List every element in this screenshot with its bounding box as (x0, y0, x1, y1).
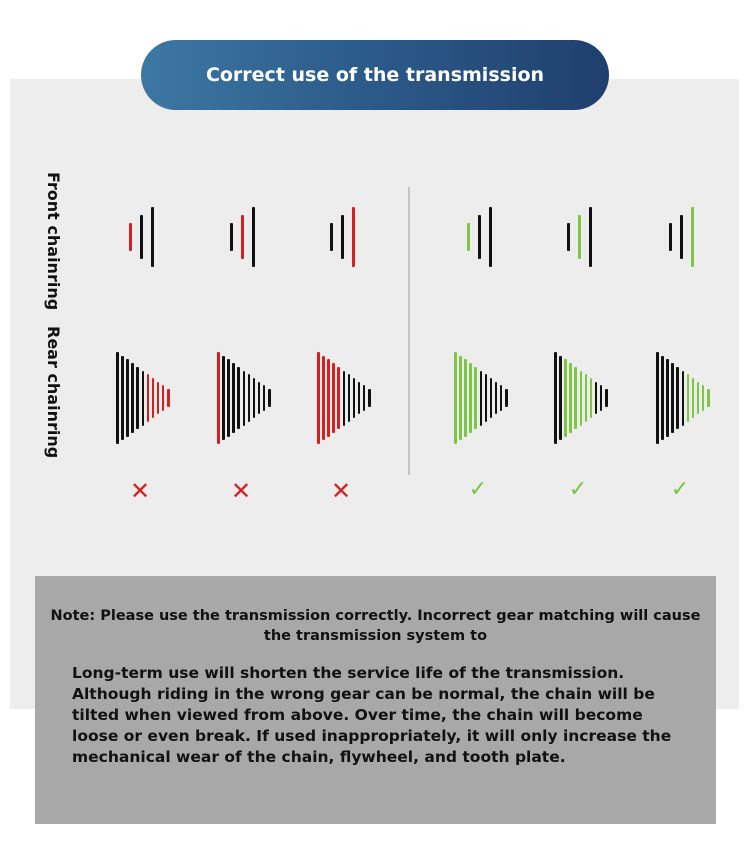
divider (408, 187, 410, 475)
rear-cog-bar (243, 371, 246, 426)
front-ring-bar (680, 215, 683, 259)
rear-cog-bar (152, 378, 155, 418)
rear-cog-bar (268, 389, 271, 407)
rear-cog-bar (480, 371, 483, 426)
check-icon: ✓ (468, 477, 488, 502)
page-title: Correct use of the transmission (205, 64, 545, 86)
note-heading-line-1: Note: Please use the transmission correctly. Incorrect gear matching will cause (50, 608, 701, 624)
rear-cog-bar (136, 367, 139, 429)
note-body (72, 663, 692, 768)
note-line-3: tilted when viewed from above. Over time, the chain will become (72, 706, 643, 724)
rear-cog-bar (485, 374, 488, 422)
rear-cog-bar (692, 378, 695, 418)
rear-cog-bar (595, 382, 598, 415)
front-ring-bar (352, 207, 355, 267)
rear-cog-bar (142, 371, 145, 426)
rear-cog-bar (671, 363, 674, 433)
note-line-4: loose or even break. If used inappropriately, it will only increase the (72, 727, 672, 745)
rear-cog-bar (707, 389, 710, 407)
note-heading (35, 606, 716, 646)
rear-cog-bar (490, 378, 493, 418)
rear-cog-bar (116, 352, 119, 444)
cross-icon: ✕ (129, 477, 151, 505)
note-line-5: mechanical wear of the chain, flywheel, and tooth plate. (72, 748, 566, 766)
front-ring-bar (589, 207, 592, 267)
rear-cog-bar (332, 363, 335, 433)
front-ring-bar (578, 215, 581, 259)
rear-cog-bar (322, 356, 325, 441)
rear-cog-bar (368, 389, 371, 407)
front-ring-bar (567, 223, 570, 251)
front-ring-bar (230, 223, 233, 251)
note-box (35, 576, 716, 824)
front-ring-bar (330, 223, 333, 251)
rear-cog-bar (222, 356, 225, 441)
cross-icon: ✕ (330, 477, 352, 505)
front-ring-bar (129, 223, 132, 251)
title-banner (141, 40, 609, 110)
rear-cog-bar (217, 352, 220, 444)
rear-cog-bar (121, 356, 124, 441)
rear-cog-bar (232, 363, 235, 433)
rear-cog-bar (559, 356, 562, 441)
note-heading-line-2: the transmission system to (263, 628, 488, 644)
rear-cog-bar (237, 367, 240, 429)
front-ring-bar (489, 207, 492, 267)
rear-cog-bar (666, 359, 669, 436)
front-ring-bar (140, 215, 143, 259)
rear-cog-bar (454, 352, 457, 444)
front-ring-bar (241, 215, 244, 259)
rear-cog-bar (147, 374, 150, 422)
rear-cog-bar (258, 382, 261, 415)
rear-cog-bar (464, 359, 467, 436)
rear-cog-bar (248, 374, 251, 422)
rear-cog-bar (676, 367, 679, 429)
rear-cog-bar (495, 382, 498, 415)
rear-cog-bar (167, 389, 170, 407)
front-ring-bar (691, 207, 694, 267)
rear-cog-bar (682, 371, 685, 426)
rear-cog-bar (569, 363, 572, 433)
front-ring-bar (669, 223, 672, 251)
rear-cog-bar (505, 389, 508, 407)
rear-cog-bar (348, 374, 351, 422)
rear-cog-bar (590, 378, 593, 418)
rear-cog-bar (580, 371, 583, 426)
check-icon: ✓ (568, 477, 588, 502)
rear-cog-bar (605, 389, 608, 407)
rear-cog-bar (564, 359, 567, 436)
front-ring-bar (467, 223, 470, 251)
rear-cog-bar (585, 374, 588, 422)
rear-cog-bar (656, 352, 659, 444)
rear-cog-bar (343, 371, 346, 426)
check-icon: ✓ (670, 477, 690, 502)
rear-cog-bar (661, 356, 664, 441)
rear-chainring-label: Rear chainring (44, 326, 63, 459)
rear-cog-bar (157, 382, 160, 415)
rear-cog-bar (337, 367, 340, 429)
rear-cog-bar (687, 374, 690, 422)
note-line-2: Although riding in the wrong gear can be normal, the chain will be (72, 685, 655, 703)
rear-cog-bar (469, 363, 472, 433)
rear-cog-bar (697, 382, 700, 415)
front-ring-bar (341, 215, 344, 259)
front-ring-bar (252, 207, 255, 267)
rear-cog-bar (474, 367, 477, 429)
rear-cog-bar (459, 356, 462, 441)
front-ring-bar (478, 215, 481, 259)
rear-cog-bar (554, 352, 557, 444)
rear-cog-bar (253, 378, 256, 418)
rear-cog-bar (574, 367, 577, 429)
rear-cog-bar (126, 359, 129, 436)
rear-cog-bar (327, 359, 330, 436)
rear-cog-bar (227, 359, 230, 436)
front-ring-bar (151, 207, 154, 267)
rear-cog-bar (358, 382, 361, 415)
rear-cog-bar (131, 363, 134, 433)
cross-icon: ✕ (230, 477, 252, 505)
rear-cog-bar (353, 378, 356, 418)
front-chainring-label: Front chainring (44, 172, 63, 311)
rear-cog-bar (317, 352, 320, 444)
note-line-1: Long-term use will shorten the service life of the transmission. (72, 664, 625, 682)
